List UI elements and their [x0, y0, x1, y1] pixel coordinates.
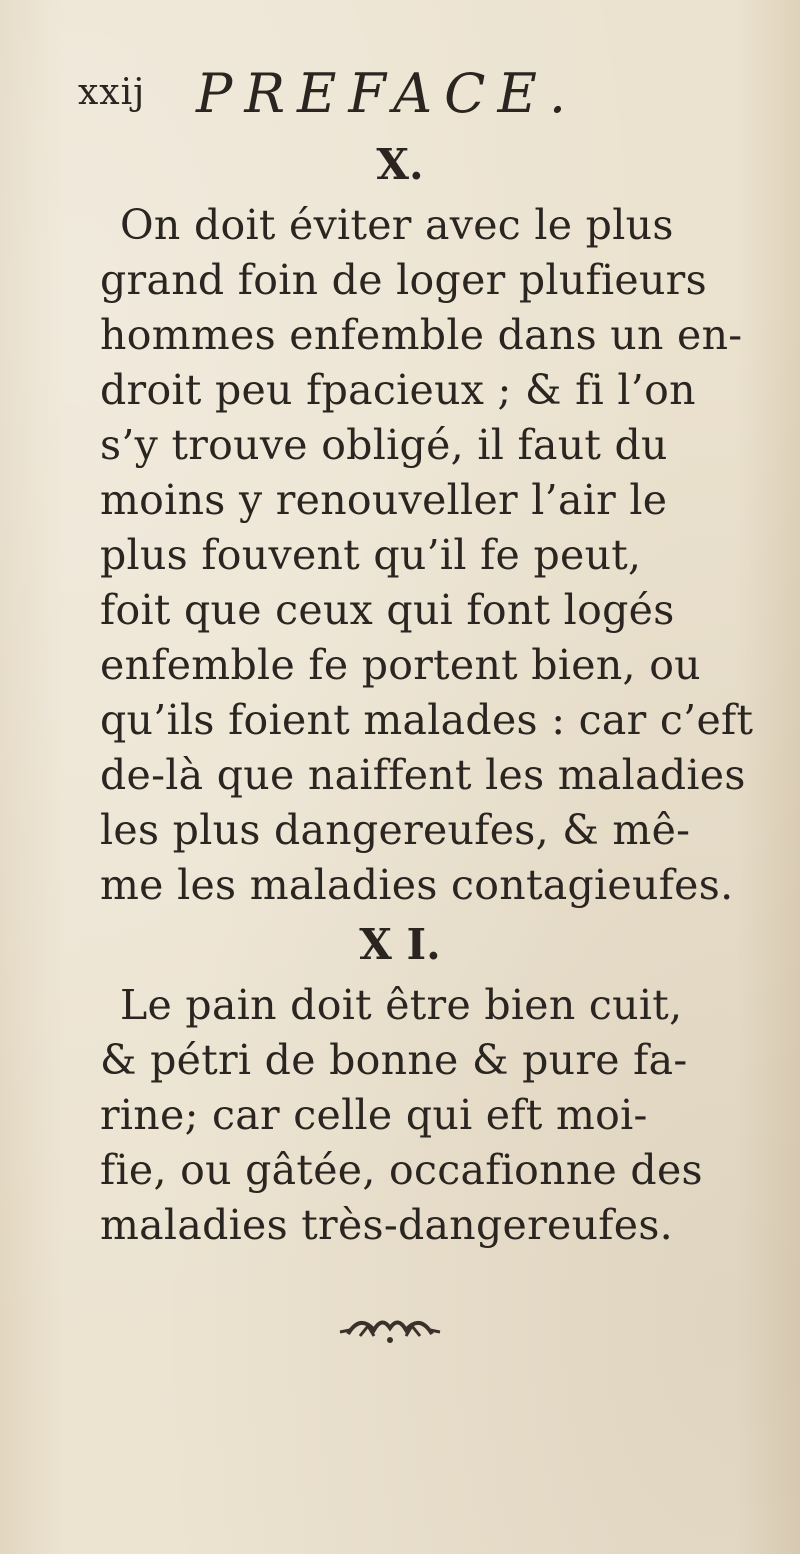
text-line: me les maladies contagieufes. — [100, 861, 734, 909]
text-line: de-là que naiffent les maladies — [100, 751, 746, 799]
text-line: s’y trouve obligé, il faut du — [100, 421, 668, 469]
text-line: hommes enfemble dans un en- — [100, 311, 743, 359]
text-line: droit peu fpacieux ; & fi l’on — [100, 366, 696, 414]
section-heading-xi: X I. — [359, 920, 441, 969]
text-line: & pétri de bonne & pure fa- — [100, 1036, 688, 1084]
tail-piece-ornament-icon — [330, 1300, 450, 1360]
text-line: qu’ils foient malades : car c’eft — [100, 696, 754, 744]
text-line: maladies très-dangereufes. — [100, 1201, 673, 1249]
text-line: rine; car celle qui eft moi- — [100, 1091, 648, 1139]
text-line: moins y renouveller l’air le — [100, 476, 668, 524]
text-line: plus fouvent qu’il fe peut, — [100, 531, 642, 579]
text-line: enfemble fe portent bien, ou — [100, 641, 701, 689]
paragraph-section-xi — [100, 978, 740, 1253]
text-line: les plus dangereufes, & mê- — [100, 806, 691, 854]
paragraph-section-x — [100, 198, 754, 913]
page-header — [78, 58, 718, 128]
section-heading-x: X. — [376, 140, 424, 189]
text-line: On doit éviter avec le plus — [120, 201, 674, 249]
text-line: grand foin de loger plufieurs — [100, 256, 707, 304]
text-line: foit que ceux qui font logés — [100, 586, 675, 634]
running-title: PREFACE. — [196, 62, 579, 125]
text-line: fie, ou gâtée, occafionne des — [100, 1146, 703, 1194]
text-line: Le pain doit être bien cuit, — [120, 981, 683, 1029]
page-number: xxij — [78, 72, 146, 113]
